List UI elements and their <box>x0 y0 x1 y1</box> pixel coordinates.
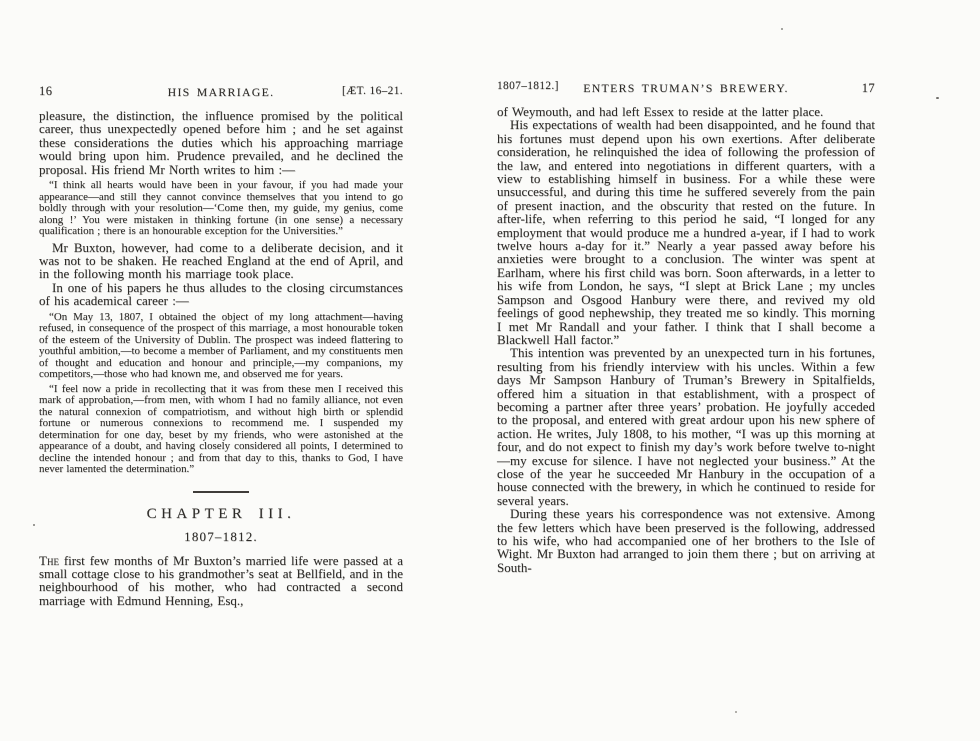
paragraph: Mr Buxton, however, had come to a deliberate decision, and it was not to be shaken. He reached England at the end of April, and in the following month his marriage took place. <box>39 239 403 282</box>
blockquote: “On May 13, 1807, I obtained the object of my long attachment—having refused, in consequence of the prospect of this marriage, a most honourable token of the esteem of the University of Dublin. The prospect was indeed flattering to youthful ambition,—to become a member of Parliament, and my constituents men of thought and education and honour and principle,—my companions, my competitors,—those who had known me, and observed me for years. <box>39 310 403 381</box>
chapter-dates: 1807–1812. <box>184 528 258 544</box>
lead-small-caps: The <box>39 552 59 568</box>
paragraph: His expectations of wealth had been disappointed, and he found that his fortunes must depend upon his own exertions. After deliberate consideration, he relinquished the idea of following the profession of the law, and entered into negotiations in different quarters, with a view to establishing himself in business. For a while these were unsuccessful, and during this time he suffered severely from the pain of present inaction, and the obscurity that rested on the future. In after-life, when referring to this period he said, “I longed for any employment that would produce me a hundred a-year, if I had to work twelve hours a-day for it.” Nearly a year passed away before his anxieties were brought to a conclusion. The winter was spent at Earlham, where his first child was born. Soon afterwards, in a letter to his wife from London, he says, “I slept at Brick Lane ; my uncles Sampson and Osgood Hanbury were there, and revived my old feelings of good nephewship, they treated me so kindly. This morning I met Mr Randall and your father. I think that I shall become a Blackwell Hall factor.” <box>497 117 875 347</box>
blockquote: “I feel now a pride in recollecting that it was from these men I received this mark of approbation,—from men, with whom I had no family alliance, not even the natural connexion of compatriotism, and without high birth or splendid fortune or numerous connexions to recommend me. I suspended my determination for one day, beset by my friends, who were astonished at the appearance of a doubt, and having closely considered all points, I determined to decline the intended honour ; and from that day to this, thanks to God, I have never lamented the determination.” <box>39 382 403 476</box>
scan-speck <box>735 711 737 713</box>
left-page-header <box>39 84 403 100</box>
page-number: 16 <box>39 84 53 98</box>
running-title: HIS MARRIAGE. <box>167 85 275 99</box>
section-rule <box>193 491 249 493</box>
paragraph: pleasure, the distinction, the influence promised by the political career, thus unexpectedly opened before him ; and he set against these considerations the duties which his approaching marriage would bring upon him. Prudence prevailed, and he declined the proposal. His friend Mr North writes to him :— <box>39 108 403 177</box>
page-number: 17 <box>861 81 875 95</box>
right-page <box>497 80 875 574</box>
left-page <box>39 84 403 607</box>
marginalia-dates: 1807–1812.] <box>497 80 559 92</box>
running-title: ENTERS TRUMAN’S BREWERY. <box>583 81 789 95</box>
paragraph: This intention was prevented by an unexpected turn in his fortunes, resulting from his friendly interview with his uncles. Within a few days Mr Sampson Hanbury of Truman’s Brewery in Spitalfields, offered him a situation in that establishment, with a prospect of becoming a partner after three years’ probation. He joyfully acceded to the proposal, and entered with great ardour upon his new sphere of action. He writes, July 1808, to his mother, “I was up this morning at four, and do not expect to finish my day’s work before twelve to-night—my excuse for silence. I have not neglected your business.” At the close of the year he succeeded Mr Hanbury in the occupation of a house connected with the brewery, in which he continued to reside for several years. <box>497 345 875 508</box>
marginalia-age: [ÆT. 16–21. <box>342 85 403 97</box>
blockquote: “I think all hearts would have been in your favour, if you had made your appearance—and still they cannot convince themselves that you intend to go boldly through with your resolution—‘Come then, my guide, my genius, come along !’ You were mistaken in thinking fortune (in one sense) a necessary qualification ; there is an honourable exception for the Universities.” <box>39 179 403 238</box>
scan-speck <box>33 524 35 526</box>
lead-text: first few months of Mr Buxton’s married life were passed at a small cottage close to his grandmother’s seat at Bellfield, and in the neighbourhood of his mother, who had contracted a second marriage with Edmund Henning, Esq., <box>39 552 403 608</box>
chapter-lead-paragraph <box>39 554 403 608</box>
right-page-header <box>497 80 875 96</box>
paragraph: In one of his papers he thus alludes to the closing circumstances of his academical career :— <box>39 279 403 309</box>
paragraph: During these years his correspondence was not extensive. Among the few letters which have been preserved is the following, addressed to his wife, who had accompanied one of her brothers to the Isle of Wight. Mr Buxton had arranged to join them there ; but on arriving at South- <box>497 506 875 575</box>
scan-speck <box>936 97 939 99</box>
paragraph: of Weymouth, and had left Essex to reside at the latter place. <box>497 104 824 119</box>
chapter-heading: CHAPTER III. <box>146 505 296 522</box>
scan-speck <box>781 28 783 30</box>
